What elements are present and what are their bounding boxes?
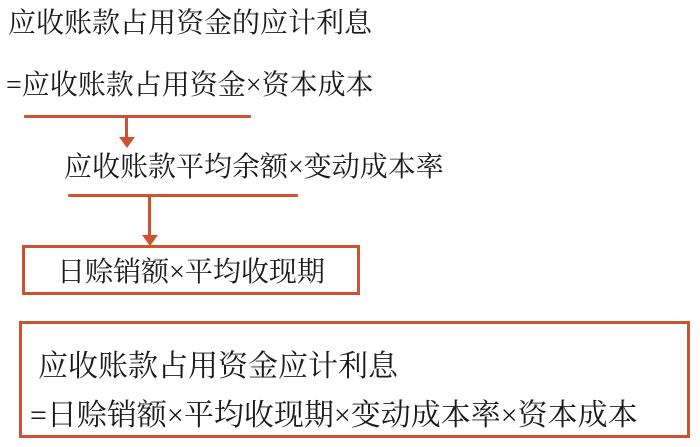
summary-line2: =日赊销额×平均收现期×变动成本率×资本成本 [30,399,638,432]
summary-box [19,321,690,438]
page-title: 应收账款占用资金的应计利息 [8,8,373,39]
expansion-text: 应收账款平均余额×变动成本率 [64,152,444,183]
underline-average-balance [68,194,298,197]
arrow-down-icon [148,194,151,236]
underline-occupied-funds [24,115,251,118]
formula-text: =应收账款占用资金×资本成本 [6,70,374,101]
daily-sales-text: 日赊销额×平均收现期 [57,257,325,288]
arrow-down-head-icon [119,137,135,148]
summary-line1: 应收账款占用资金应计利息 [38,350,398,383]
arrow-down-icon [125,115,128,139]
daily-sales-box [22,245,360,295]
